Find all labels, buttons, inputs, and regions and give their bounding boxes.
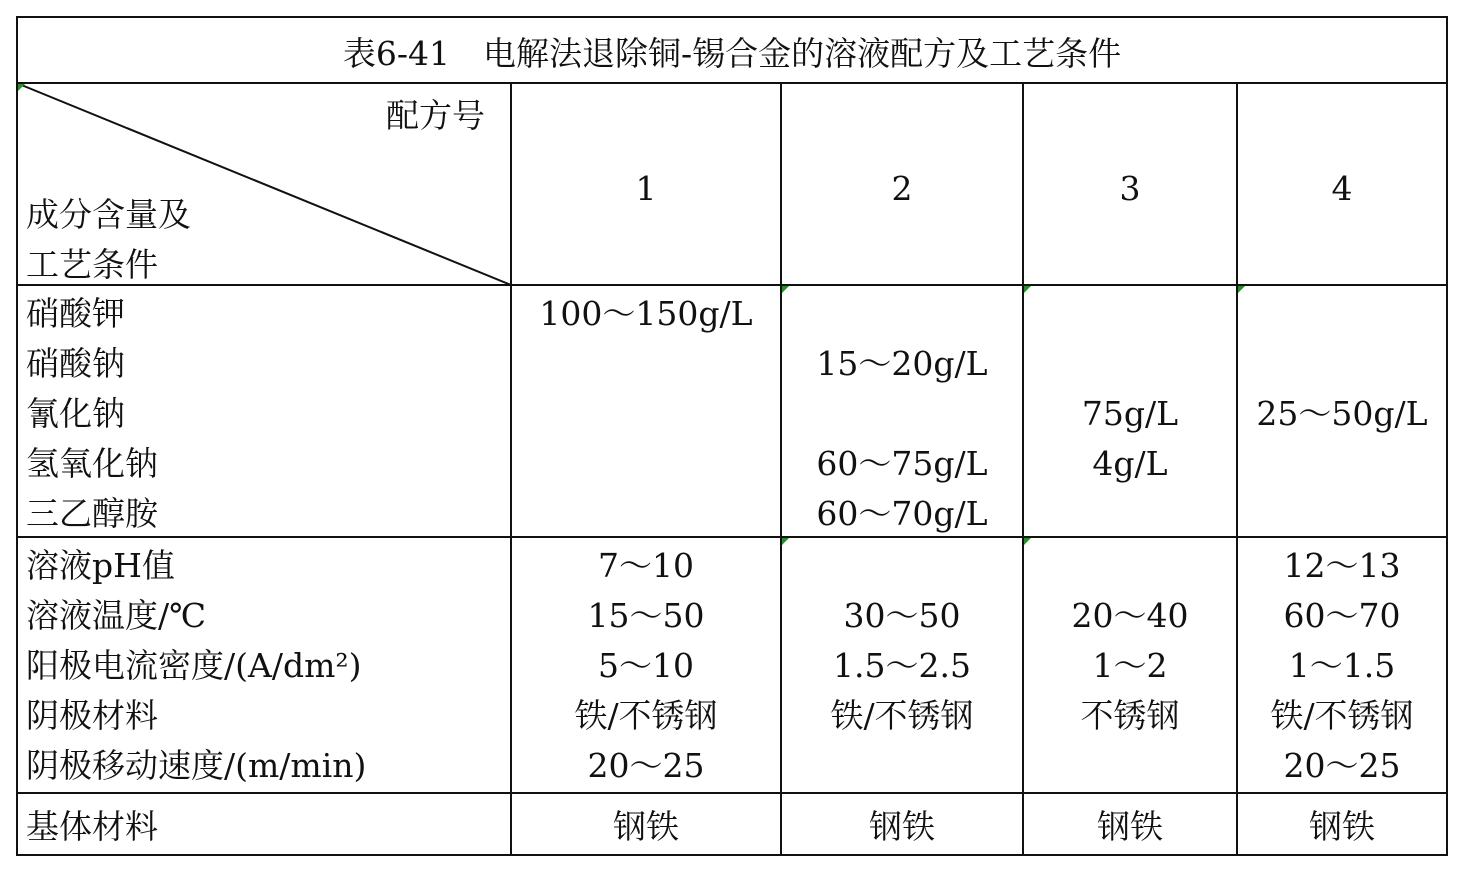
table-cell	[1024, 741, 1236, 791]
row-divider	[18, 792, 1446, 794]
table-cell	[512, 489, 780, 539]
table-cell	[782, 741, 1022, 791]
table-title: 表6-41 电解法退除铜-锡合金的溶液配方及工艺条件	[342, 34, 1122, 73]
table-cell: 60～75g/L	[816, 444, 988, 483]
table-cell: 钢铁	[869, 807, 935, 846]
table-cell: 20～25	[587, 746, 705, 785]
table-cell: 钢铁	[1097, 807, 1163, 846]
condition-values-col1	[512, 541, 780, 791]
table-cell: 75g/L	[1081, 394, 1179, 433]
component-label: 三乙醇胺	[26, 494, 158, 533]
component-labels	[26, 289, 158, 539]
table-cell: 1～1.5	[1288, 646, 1396, 685]
table-cell: 7～10	[598, 546, 694, 585]
table-cell	[782, 541, 1022, 591]
table-cell	[1238, 439, 1446, 489]
table-cell: 4g/L	[1092, 444, 1168, 483]
corner-header-component: 工艺条件	[26, 245, 158, 284]
condition-label: 阴极移动速度/(m/min)	[26, 746, 367, 785]
condition-label: 溶液温度/℃	[26, 596, 207, 635]
table-cell	[782, 389, 1022, 439]
table-cell: 钢铁	[1309, 807, 1375, 846]
corner-header-component: 成分含量及	[26, 195, 191, 234]
formula-number: 2	[891, 169, 913, 208]
table-cell	[1238, 289, 1446, 339]
table-cell	[1024, 489, 1236, 539]
table-cell	[512, 339, 780, 389]
table-cell: 20～25	[1283, 746, 1401, 785]
table-cell: 不锈钢	[1080, 696, 1180, 735]
base-material-label: 基体材料	[26, 807, 158, 846]
table-cell: 60～70	[1283, 596, 1401, 635]
table-cell: 钢铁	[613, 807, 679, 846]
table-cell	[1238, 489, 1446, 539]
condition-values-col2	[782, 541, 1022, 791]
condition-label: 溶液pH值	[26, 546, 175, 585]
formula-number: 4	[1331, 169, 1353, 208]
table-cell: 30～50	[843, 596, 961, 635]
table-cell: 100～150g/L	[539, 294, 753, 333]
table-cell	[512, 439, 780, 489]
condition-values-col3	[1024, 541, 1236, 791]
table-cell	[782, 289, 1022, 339]
table-cell: 15～20g/L	[816, 344, 988, 383]
table-cell	[512, 389, 780, 439]
table-cell	[1024, 289, 1236, 339]
component-values-col1	[512, 289, 780, 539]
table-cell: 15～50	[587, 596, 705, 635]
table-cell: 1.5～2.5	[833, 646, 971, 685]
table-cell: 25～50g/L	[1256, 394, 1428, 433]
corner-header-formula: 配方号	[386, 96, 485, 135]
table-cell	[1024, 541, 1236, 591]
table-cell: 5～10	[598, 646, 694, 685]
formula-number: 1	[635, 169, 657, 208]
table-cell	[1024, 339, 1236, 389]
table-cell: 铁/不锈钢	[574, 696, 718, 735]
component-values-col3	[1024, 289, 1236, 539]
component-values-col2	[782, 289, 1022, 539]
condition-labels	[26, 541, 366, 791]
component-label: 硝酸钾	[26, 294, 125, 333]
condition-label: 阳极电流密度/(A/dm²)	[26, 646, 362, 685]
cell-marker	[18, 84, 25, 91]
component-values-col4	[1238, 289, 1446, 539]
table-cell: 铁/不锈钢	[1270, 696, 1414, 735]
table-cell	[1238, 339, 1446, 389]
table-cell: 20～40	[1071, 596, 1189, 635]
condition-label: 阴极材料	[26, 696, 158, 735]
table-cell: 12～13	[1283, 546, 1401, 585]
component-label: 硝酸钠	[26, 344, 125, 383]
table-cell: 1～2	[1092, 646, 1168, 685]
component-label: 氰化钠	[26, 394, 125, 433]
condition-values-col4	[1238, 541, 1446, 791]
table-cell: 铁/不锈钢	[830, 696, 974, 735]
component-label: 氢氧化钠	[26, 444, 158, 483]
formula-table	[16, 16, 1448, 856]
table-cell: 60～70g/L	[816, 494, 988, 533]
formula-number: 3	[1119, 169, 1141, 208]
